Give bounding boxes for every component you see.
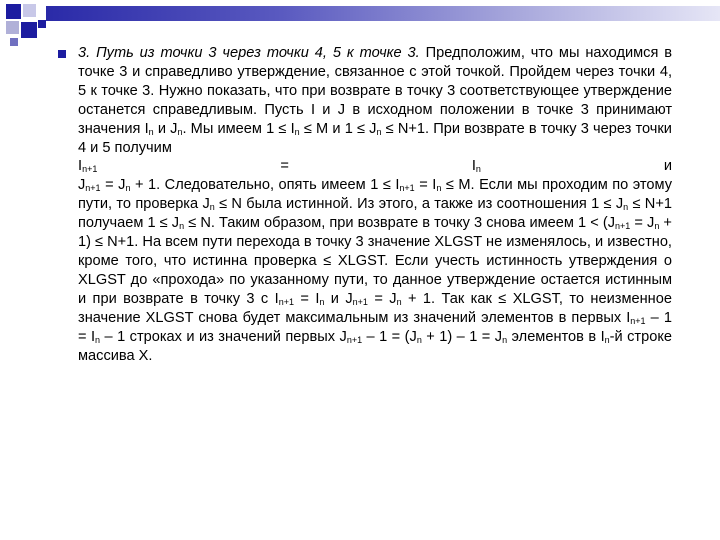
deco-square bbox=[6, 21, 19, 34]
deco-square bbox=[23, 4, 36, 17]
bullet-square-icon bbox=[58, 50, 66, 58]
title-band bbox=[46, 6, 720, 21]
slide-body bbox=[78, 44, 672, 365]
deco-square bbox=[21, 22, 37, 38]
deco-square bbox=[38, 20, 46, 28]
heading: 3. Путь из точки 3 через точки 4, 5 к точке 3. bbox=[78, 45, 420, 61]
equation-line: $I_{n+1} = I_n$ и bbox=[78, 158, 673, 175]
paragraph: 3. Путь из точки 3 через точки 4, 5 к точке 3. Предположим, что мы находимся в точке 3 и справедливо утверждение, связанное с этой точкой. Пройдем через точки 4, 5 к точке 3. Нужно показать, что при возврате в точку 3 соответствующее утверждение останется справедливым. Пусть I и J в исходном положении в точке 3 принимают значения $I_n$ и $J_n$. Мы имеем $1 \le I_n \le M$ и $1 \le J_n \le N+1$. При возврате в точку 3 через точки 4 и 5 получим $I_{n+1} = I_n$ и $J_{n+1} = J_n + 1$. Следовательно, опять имеем $1 \le I_{n+1} = I_n \le M$. Если мы проходим по этому пути, то проверка $J_n \le N$ была истинной. Из этого, а также из соотношения $1 \le J_n \le N+1$ получаем $1 \le J_n \le N$. Таким образом, при возврате в точку 3 снова имеем $1 < (J_{n+1} = J_n + 1) \le N+1$. На всем пути перехода в точку 3 значение XLGST не изменялось, и известно, кроме того, что истинна проверка ≤ XLGST. Если учесть истинность утверждения о XLGST до «прохода» по указанному пути, то данное утверждение остается истинным и при возврате в точку 3 с $I_{n+1} = I_n$ и $J_{n+1} = J_n + 1$. Так как ≤ XLGST, то неизменное значение XLGST снова будет максимальным из значений элементов в первых $I_{n+1} - 1 = I_n - 1$ строках и из значений первых $J_{n+1} - 1 = (J_n + 1) - 1 = J_n$ элементов в $I_n-й$ строке массива X. bbox=[78, 45, 673, 364]
deco-square bbox=[10, 38, 18, 46]
deco-square bbox=[6, 4, 21, 19]
title-decoration bbox=[0, 0, 720, 50]
